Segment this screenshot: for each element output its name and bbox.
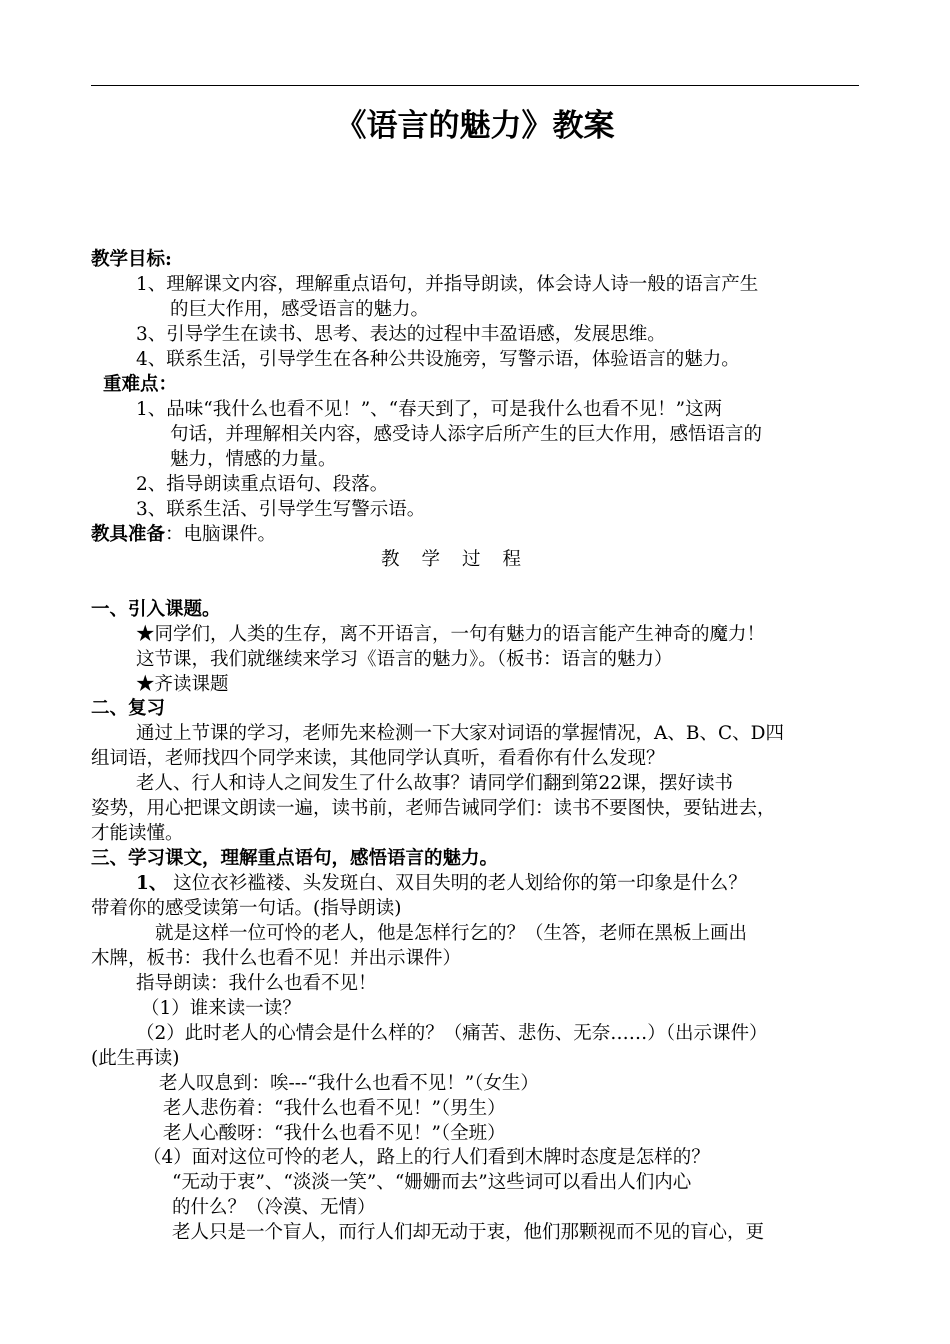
paragraph-line: 才能读懂。 — [91, 823, 184, 844]
paragraph-line: ★齐读课题 — [136, 674, 229, 695]
teaching-aids-label: 教具准备 — [91, 524, 166, 545]
process-heading: 教学过程 — [381, 549, 544, 570]
paragraph-line: 句话，并理解相关内容，感受诗人添字后所产生的巨大作用，感悟语言的 — [170, 424, 763, 445]
paragraph-line: 组词语，老师找四个同学来读，其他同学认真听，看看你有什么发现？ — [91, 748, 665, 769]
paragraph-line: 3、引导学生在读书、思考、表达的过程中丰盈语感，发展思维。 — [136, 324, 666, 345]
paragraph-line: 指导朗读：我什么也看不见！ — [136, 973, 377, 994]
paragraph-line: ★同学们，人类的生存，离不开语言，一句有魅力的语言能产生神奇的魔力！ — [136, 624, 766, 645]
section-heading: 三、学习课文，理解重点语句，感悟语言的魅力。 — [91, 848, 499, 869]
paragraph-line: 通过上节课的学习，老师先来检测一下大家对词语的掌握情况，A、B、C、D四 — [136, 723, 784, 744]
paragraph-line: （1）谁来读一读？ — [141, 998, 301, 1019]
paragraph-line: 老人心酸呀：“我什么也看不见！”（全班） — [163, 1123, 506, 1144]
section-heading: 重难点： — [103, 374, 178, 395]
item-number: 1、 — [136, 873, 168, 894]
paragraph-line: “无动于衷”、“淡淡一笑”、“姗姗而去”这些词可以看出人们内心 — [172, 1172, 692, 1193]
paragraph-line: 4、联系生活，引导学生在各种公共设施旁，写警示语，体验语言的魅力。 — [136, 349, 740, 370]
paragraph-line: （2）此时老人的心情会是什么样的？（痛苦、悲伤、无奈……）（出示课件） — [136, 1023, 768, 1044]
section-heading: 教学目标: — [91, 249, 172, 270]
paragraph-line: 老人只是一个盲人，而行人们却无动于衷，他们那颗视而不见的盲心，更 — [172, 1222, 765, 1243]
paragraph-line: 2、指导朗读重点语句、段落。 — [136, 474, 389, 495]
section-heading: 二、复习 — [91, 698, 166, 719]
paragraph-line: 1、品味“我什么也看不见！”、“春天到了，可是我什么也看不见！”这两 — [136, 399, 723, 420]
paragraph-line: 的什么？（冷漠、无情） — [172, 1197, 376, 1218]
header-rule — [91, 85, 859, 86]
paragraph-line: 的巨大作用，感受语言的魅力。 — [170, 299, 430, 320]
paragraph-line: 这节课，我们就继续来学习《语言的魅力》。（板书：语言的魅力） — [136, 649, 673, 670]
section-heading: 一、引入课题。 — [91, 599, 221, 620]
document-title: 《语言的魅力》教案 — [335, 108, 615, 144]
paragraph-line: 就是这样一位可怜的老人，他是怎样行乞的？（生答，老师在黑板上画出 — [155, 923, 748, 944]
paragraph-line: (此生再读) — [91, 1048, 180, 1069]
paragraph-line: 姿势，用心把课文朗读一遍，读书前，老师告诫同学们：读书不要图快，要钻进去， — [91, 798, 776, 819]
paragraph-line: 老人、行人和诗人之间发生了什么故事？请同学们翻到第22课，摆好读书 — [136, 773, 734, 794]
paragraph-line — [136, 871, 747, 896]
paragraph-line: （4）面对这位可怜的老人，路上的行人们看到木牌时态度是怎样的？ — [143, 1147, 710, 1168]
paragraph-line: 老人叹息到：唉---“我什么也看不见！”（女生） — [159, 1073, 539, 1094]
paragraph-line: 老人悲伤着：“我什么也看不见！”（男生） — [163, 1098, 506, 1119]
item-text: 这位衣衫褴褛、头发斑白、双目失明的老人划给你的第一印象是什么？ — [173, 873, 747, 894]
paragraph-line: 3、联系生活、引导学生写警示语。 — [136, 499, 426, 520]
paragraph-line: 魅力，情感的力量。 — [170, 449, 337, 470]
teaching-aids-value: ：电脑课件。 — [165, 524, 277, 545]
teaching-aids-line — [91, 522, 276, 547]
paragraph-line: 1、理解课文内容，理解重点语句，并指导朗读，体会诗人诗一般的语言产生 — [136, 274, 759, 295]
paragraph-line: 木牌，板书：我什么也看不见！并出示课件） — [91, 948, 462, 969]
paragraph-line: 带着你的感受读第一句话。(指导朗读) — [91, 898, 402, 919]
